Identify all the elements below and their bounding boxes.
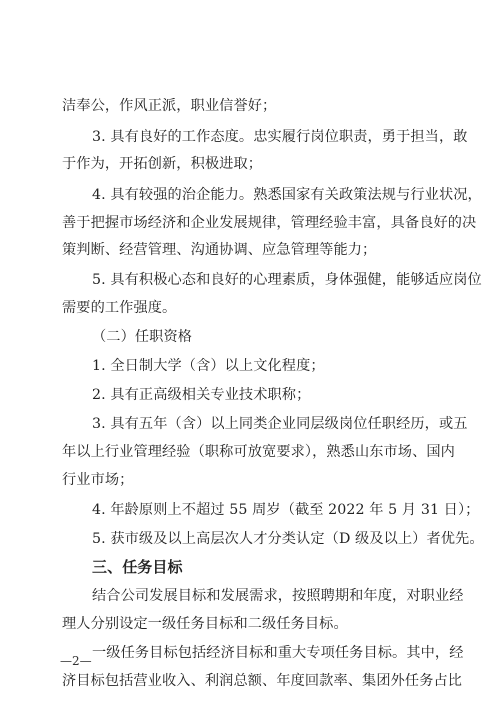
text-line: 济目标包括营业收入、利润总额、年度回款率、集团外任务占比	[62, 673, 463, 689]
text-line: 3. 具有五年（含）以上同类企业同层级岗位任职经历，或五	[92, 416, 468, 432]
text-line: 4. 具有较强的治企能力。熟悉国家有关政策法规与行业状况，	[92, 187, 482, 203]
text-line: 善于把握市场经济和企业发展规律，管理经验丰富，具备良好的决	[62, 215, 477, 231]
text-line: 1. 全日制大学（含）以上文化程度；	[92, 358, 325, 374]
section-heading: 三、任务目标	[92, 558, 183, 576]
text-line: 年以上行业管理经验（职称可放宽要求），熟悉山东市场、国内	[62, 444, 455, 460]
text-line: 洁奉公，作风正派，职业信誉好；	[62, 98, 277, 114]
page-number: —2—	[60, 654, 92, 668]
text-line: 行业市场；	[62, 472, 134, 488]
text-line: 策判断、经营管理、沟通协调、应急管理等能力；	[62, 242, 377, 258]
text-line: 需要的工作强度。	[62, 300, 177, 316]
text-line: 于作为，开拓创新，积极进取；	[62, 156, 263, 172]
text-line: 2. 具有正高级相关专业技术职称；	[92, 387, 311, 403]
text-line: 5. 具有积极心态和良好的心理素质，身体强健，能够适应岗位	[92, 272, 482, 288]
text-line: 4. 年龄原则上不超过 55 周岁（截至 2022 年 5 月 31 日）；	[92, 502, 480, 518]
section-subheading: （二）任职资格	[92, 329, 193, 345]
text-line: 一级任务目标包括经济目标和重大专项任务目标。其中，经	[92, 645, 464, 661]
text-line: 结合公司发展目标和发展需求，按照聘期和年度，对职业经	[92, 588, 464, 604]
text-line: 3. 具有良好的工作态度。忠实履行岗位职责，勇于担当，敢	[92, 129, 468, 145]
text-line: 理人分别设定一级任务目标和二级任务目标。	[62, 616, 348, 632]
text-line: 5. 获市级及以上高层次人才分类认定（D 级及以上）者优先。	[92, 531, 484, 547]
